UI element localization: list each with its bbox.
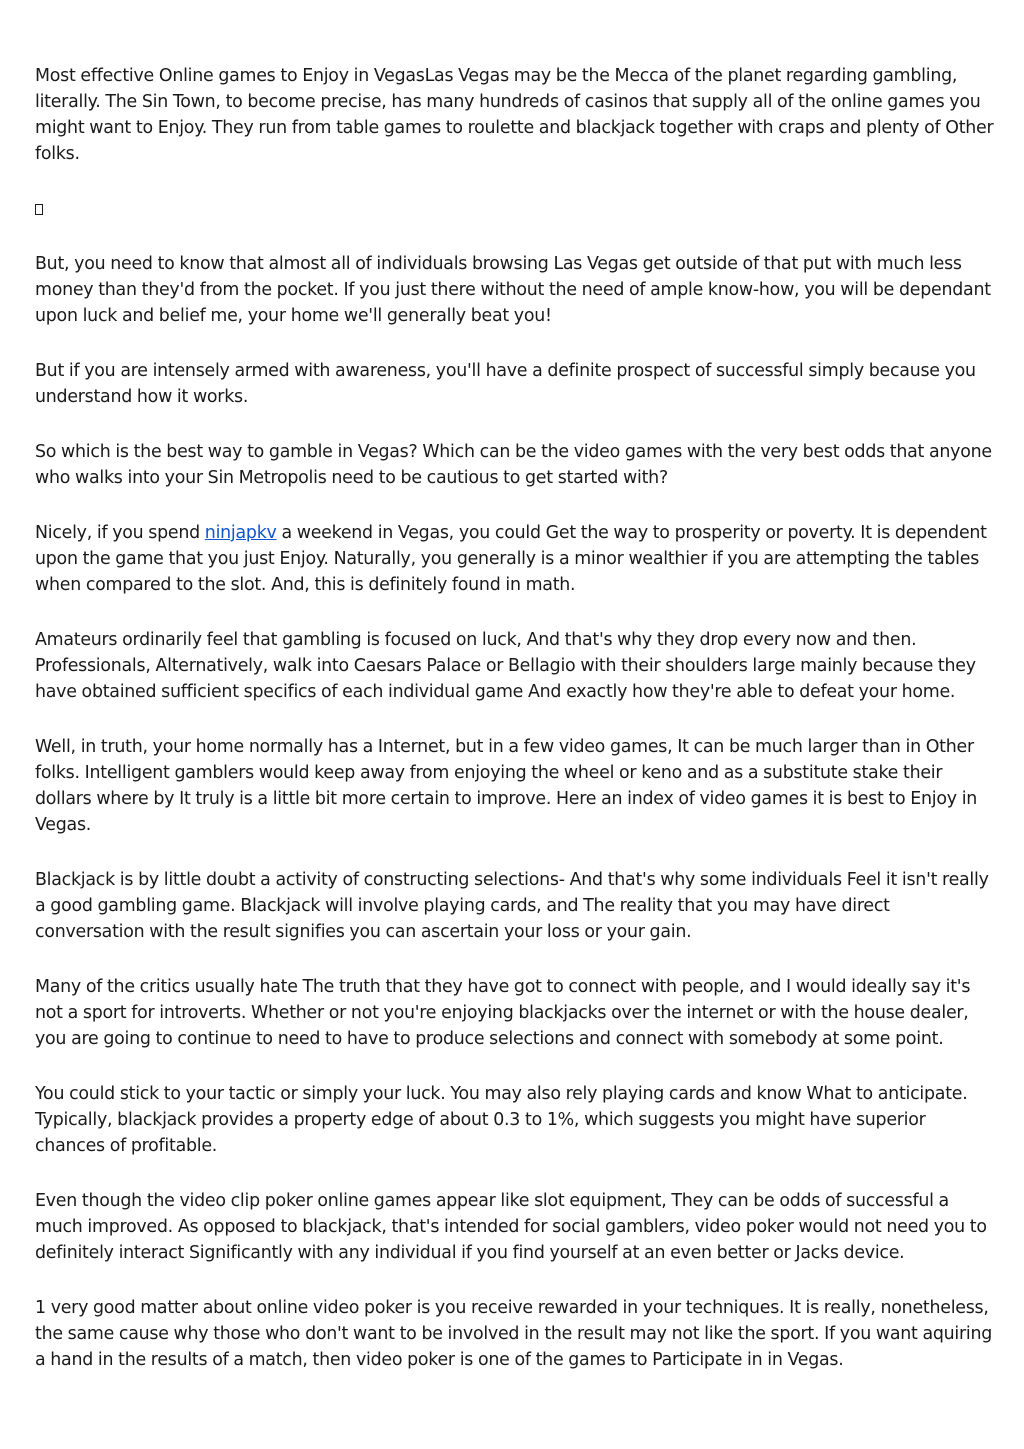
missing-glyph-line [35, 196, 995, 222]
paragraph-3: But if you are intensely armed with awareness, you'll have a definite prospect of successful simply because you understand how it works. [35, 361, 976, 407]
paragraph-9: Many of the critics usually hate The truth that they have got to connect with people, and I would ideally say it's not a sport for introverts. Whether or not you're enjoying blackjacks over the internet or with the house dealer, you are going to continue to need to have to produce selections and connect with somebody at some point. [35, 977, 971, 1049]
paragraph-6: Amateurs ordinarily feel that gambling is focused on luck, And that's why they drop every now and then. Professionals, Alternatively, walk into Caesars Palace or Bellagio with their shoulders large mainly because they have obtained sufficient specifics of each individual game And exactly how they're able to defeat your home. [35, 630, 976, 702]
paragraph-10: You could stick to your tactic or simply your luck. You may also rely playing cards and know What to anticipate. Typically, blackjack provides a property edge of about 0.3 to 1%, which suggests you might have superior chances of profitable. [35, 1084, 968, 1156]
missing-glyph-icon [35, 204, 43, 215]
paragraph-12: 1 very good matter about online video poker is you receive rewarded in your techniques. It is really, nonetheless, the same cause why those who don't want to be involved in the result may not like the sport. If you want aquiring a hand in the results of a match, then video poker is one of the games to Participate in in Vegas. [35, 1298, 993, 1370]
paragraph-intro: Most effective Online games to Enjoy in VegasLas Vegas may be the Mecca of the planet regarding gambling, literally. The Sin Town, to become precise, has many hundreds of casinos that supply all of the online games you might want to Enjoy. They run from table games to roulette and blackjack together with craps and plenty of Other folks. [35, 66, 994, 164]
paragraph-8: Blackjack is by little doubt a activity of constructing selections- And that's why some individuals Feel it isn't really a good gambling game. Blackjack will involve playing cards, and The reality that you may have direct conversation with the result signifies you can ascertain your loss or your gain. [35, 870, 989, 942]
paragraph-5-text-after: a weekend in Vegas, you could Get the way to prosperity or poverty. It is dependent upon the game that you just Enjoy. Naturally, you generally is a minor wealthier if you are attempting the tables when compared to the slot. And, this is definitely found in math. [35, 523, 987, 595]
paragraph-5 [35, 520, 995, 598]
paragraph-4: So which is the best way to gamble in Vegas? Which can be the video games with the very best odds that anyone who walks into your Sin Metropolis need to be cautious to get started with? [35, 442, 992, 488]
paragraph-11: Even though the video clip poker online games appear like slot equipment, They can be odds of successful a much improved. As opposed to blackjack, that's intended for social gamblers, video poker would not need you to definitely interact Significantly with any individual if you find yourself at an even better or Jacks device. [35, 1191, 987, 1263]
article-body [35, 63, 995, 1402]
paragraph-7: Well, in truth, your home normally has a Internet, but in a few video games, It can be much larger than in Other folks. Intelligent gamblers would keep away from enjoying the wheel or keno and as a substitute stake their dollars where by It truly is a little bit more certain to improve. Here an index of video games it is best to Enjoy in Vegas. [35, 737, 978, 835]
ninjapkv-link[interactable]: ninjapkv [204, 523, 277, 543]
paragraph-5-text-before: Nicely, if you spend [35, 523, 205, 543]
paragraph-2: But, you need to know that almost all of individuals browsing Las Vegas get outside of that put with much less money than they'd from the pocket. If you just there without the need of ample know-how, you will be dependant upon luck and belief me, your home we'll generally beat you! [35, 254, 991, 326]
